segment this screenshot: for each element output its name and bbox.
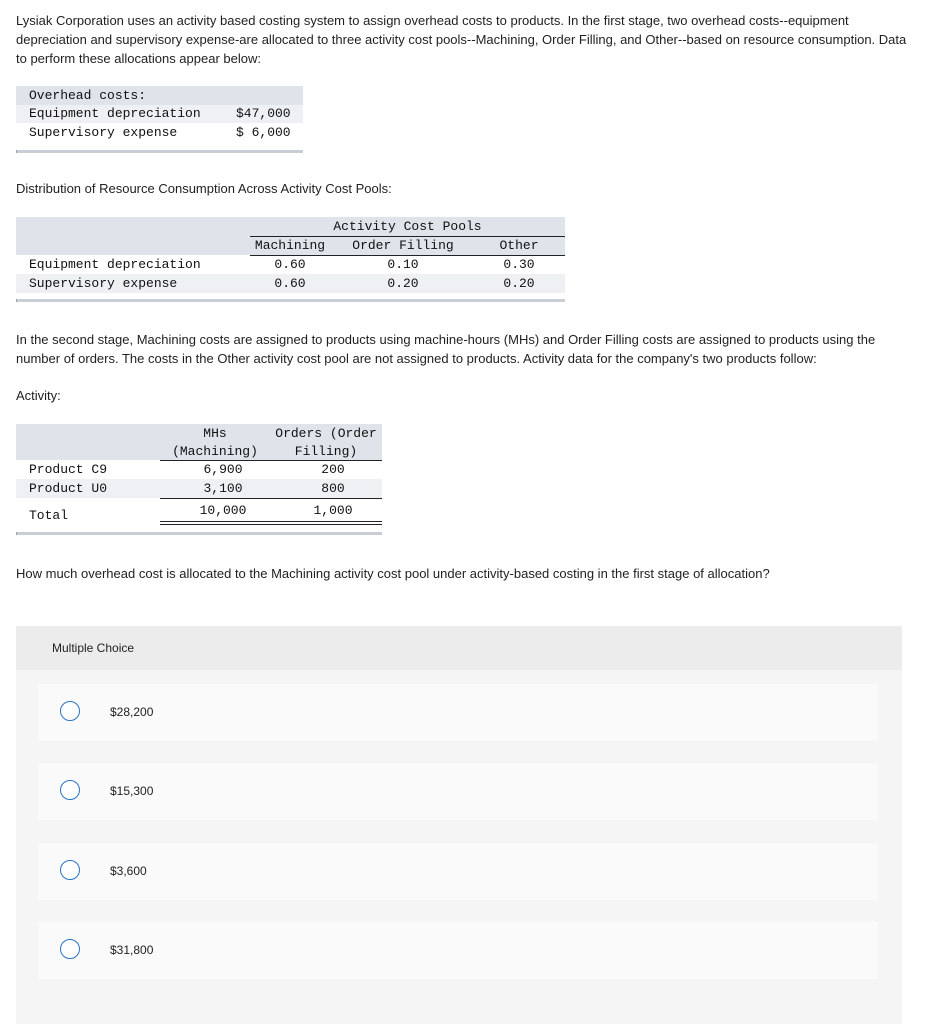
- column-header: Filling): [294, 444, 358, 459]
- column-header: Order Filling: [352, 238, 454, 253]
- table-cell: 200: [321, 462, 345, 477]
- overhead-row-value: $47,000: [236, 106, 291, 121]
- multiple-choice-header: [16, 626, 902, 670]
- table-cell: 0.20: [387, 276, 419, 291]
- total-cell: 10,000: [199, 503, 247, 518]
- table-footer-bar: [16, 532, 382, 535]
- radio-button[interactable]: [60, 780, 80, 800]
- overhead-row-label: Supervisory expense: [29, 125, 178, 140]
- multiple-choice-panel: [16, 626, 902, 1024]
- multiple-choice-title: Multiple Choice: [52, 641, 135, 655]
- table-cell: 6,900: [203, 462, 243, 477]
- overhead-header: Overhead costs:: [29, 88, 147, 103]
- radio-button[interactable]: [60, 939, 80, 959]
- column-header: Other: [499, 238, 539, 253]
- table-cell: 0.30: [503, 257, 535, 272]
- table-footer-bar: [16, 299, 565, 302]
- radio-button[interactable]: [60, 860, 80, 880]
- choice-label: $3,600: [110, 864, 147, 878]
- question-text: How much overhead cost is allocated to the Machining activity cost pool under activity-based costing in the first stage of allocation?: [16, 566, 770, 581]
- total-cell: 1,000: [313, 503, 353, 518]
- choice-option[interactable]: [38, 684, 878, 741]
- choice-label: $28,200: [110, 705, 154, 719]
- radio-button[interactable]: [60, 701, 80, 721]
- table-cell: 0.10: [387, 257, 419, 272]
- choice-label: $15,300: [110, 784, 154, 798]
- row-label: Product C9: [29, 462, 108, 477]
- table-cell: 800: [321, 481, 345, 496]
- column-header: (Machining): [172, 444, 258, 459]
- column-header: MHs: [203, 426, 227, 441]
- activity-heading: Activity:: [16, 388, 61, 403]
- column-header: Machining: [254, 238, 326, 253]
- choice-label: $31,800: [110, 943, 154, 957]
- table-cell: 0.20: [503, 276, 535, 291]
- row-label: Product U0: [29, 481, 108, 496]
- distribution-heading: Distribution of Resource Consumption Across Activity Cost Pools:: [16, 181, 392, 196]
- choice-option[interactable]: [38, 922, 878, 979]
- table-cell: 3,100: [203, 481, 243, 496]
- table-cell: 0.60: [274, 276, 306, 291]
- choice-option[interactable]: [38, 843, 878, 900]
- group-header: Activity Cost Pools: [333, 219, 482, 234]
- table-cell: 0.60: [274, 257, 306, 272]
- column-header: Orders (Order: [275, 426, 377, 441]
- row-label: Supervisory expense: [29, 276, 178, 291]
- second-stage-text: In the second stage, Machining costs are assigned to products using machine-hours (MHs) and Order Filling costs are assigned to products using the number of orders. The costs in the Other activity cost pool are not assigned to products. Activity data for the company's two products follow:: [16, 332, 876, 366]
- row-label: Equipment depreciation: [29, 257, 201, 272]
- overhead-row-label: Equipment depreciation: [29, 106, 201, 121]
- table-footer-bar: [16, 150, 303, 153]
- choice-option[interactable]: [38, 763, 878, 820]
- intro-text: Lysiak Corporation uses an activity based costing system to assign overhead costs to products. In the first stage, two overhead costs--equipment depreciation and supervisory expense-are allocated to three activity cost pools--Machining, Order Filling, and Other--based on resource consumption. Data to perform these allocations appear below:: [16, 13, 907, 66]
- overhead-row-value: $ 6,000: [236, 125, 291, 140]
- total-label: Total: [29, 508, 69, 523]
